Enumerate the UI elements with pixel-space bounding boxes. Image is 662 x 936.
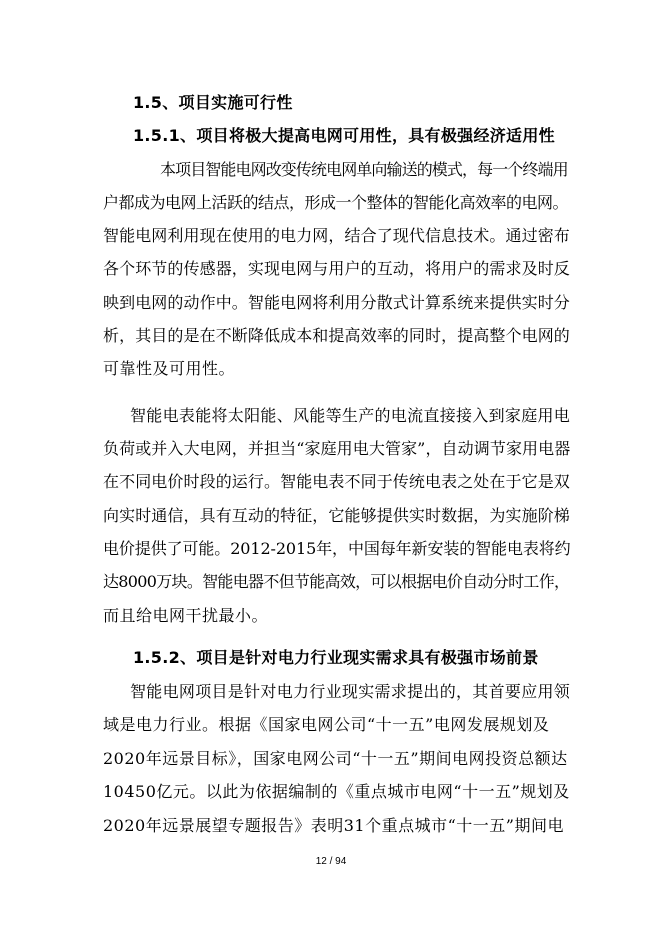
paragraph-line: 智能电表能将太阳能、风能等生产的电流直接接入到家庭用电: [130, 406, 571, 425]
section-heading-1-5-1: 1.5.1、项目将极大提高电网可用性，具有极强经济适用性: [133, 126, 555, 145]
paragraph-line: 而且给电网干扰最小。: [103, 606, 269, 625]
paragraph-line: 智能电网利用现在使用的电力网，结合了现代信息技术。通过密布: [103, 226, 570, 245]
paragraph-line: 智能电网项目是针对电力行业现实需求提出的，其首要应用领: [130, 682, 571, 701]
section-heading-1-5-2: 1.5.2、项目是针对电力行业现实需求具有极强市场前景: [133, 648, 539, 667]
paragraph-line: 本项目智能电网改变传统电网单向输送的模式，每一个终端用: [160, 160, 568, 179]
paragraph-line: 各个环节的传感器，实现电网与用户的互动，将用户的需求及时反: [103, 259, 570, 278]
paragraph-line: 2020年远景展望专题报告》表明31个重点城市“十一五”期间电: [103, 816, 564, 835]
paragraph-line: 可靠性及可用性。: [103, 359, 236, 378]
paragraph-line: 在不同电价时段的运行。智能电表不同于传统电表之处在于它是双: [103, 472, 570, 491]
paragraph-line: 向实时通信，具有互动的特征，它能够提供实时数据，为实施阶梯: [103, 506, 570, 525]
paragraph-line: 10450亿元。以此为依据编制的《重点城市电网“十一五”规划及: [103, 782, 570, 801]
paragraph-line: 析，其目的是在不断降低成本和提高效率的同时，提高整个电网的: [103, 326, 570, 345]
paragraph-line: 达8000万块。智能电器不但节能高效，可以根据电价自动分时工作，: [103, 572, 570, 591]
paragraph-line: 负荷或并入大电网，并担当“家庭用电大管家”，自动调节家用电器: [103, 439, 571, 458]
page-number: 12 / 94: [315, 856, 347, 867]
paragraph-line: 映到电网的动作中。智能电网将利用分散式计算系统来提供实时分: [103, 293, 570, 312]
paragraph-line: 域是电力行业。根据《国家电网公司“十一五”电网发展规划及: [103, 715, 550, 734]
paragraph-line: 户都成为电网上活跃的结点，形成一个整体的智能化高效率的电网。: [103, 193, 569, 212]
section-heading-1-5: 1.5、项目实施可行性: [133, 93, 293, 112]
paragraph-line: 电价提供了可能。2012-2015年，中国每年新安装的智能电表将约: [103, 539, 571, 558]
paragraph-line: 2020年远景目标》，国家电网公司“十一五”期间电网投资总额达: [103, 749, 568, 768]
